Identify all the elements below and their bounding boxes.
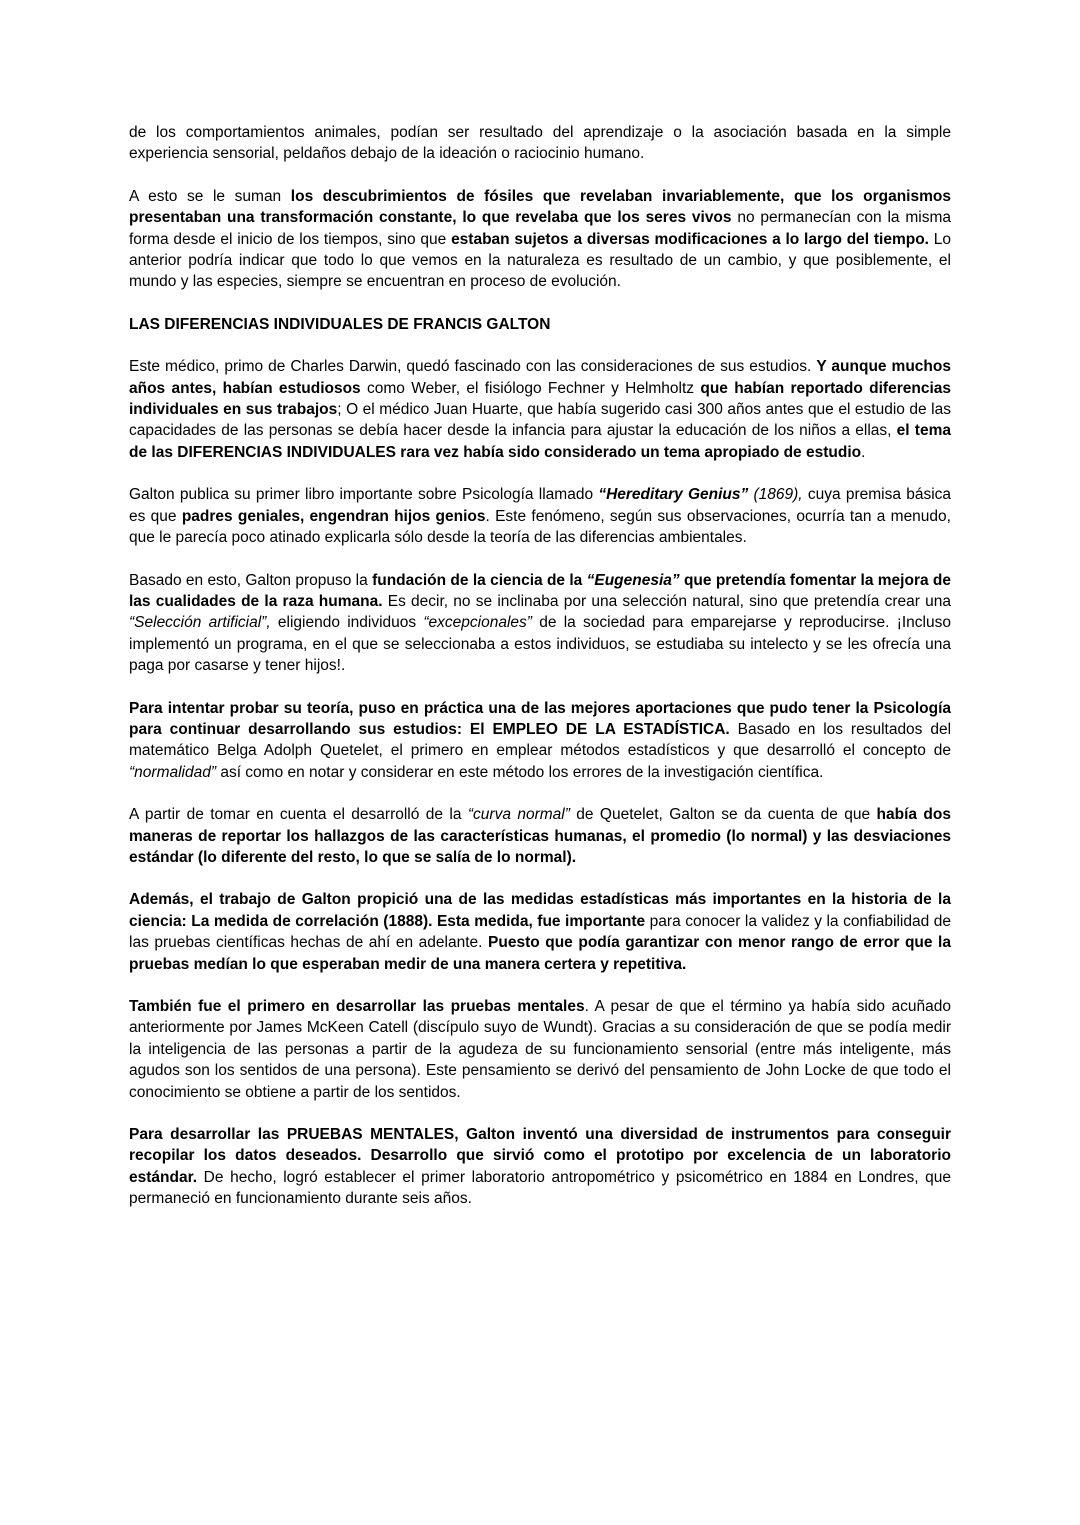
text-run: Basado en esto, Galton propuso la [129, 571, 373, 589]
text-run: no permanecían con la misma forma desde el inicio de los tiempos, sino que [129, 209, 956, 248]
text-run: Y aunque muchos años antes, habían estudiosos [129, 358, 956, 397]
text-run: ; O el médico Juan Huarte, que había sugerido casi 300 años antes que el estudio de las capacidades de las personas se debía hacer desde la infancia para ajustar la educación de los niños a ellas, [129, 401, 956, 440]
text-run: “Selección artificial”, [129, 614, 271, 632]
text-run: También fue el primero en desarrollar las pruebas mentales [129, 998, 585, 1015]
text-run: Para desarrollar las PRUEBAS MENTALES, Galton inventó una diversidad de instrumentos para conseguir recopilar los datos deseados. Desarrollo que sirvió como el prototipo por excelencia de un laboratorio estándar. [129, 1126, 956, 1186]
text-run: padres geniales, engendran hijos genios [181, 507, 486, 525]
text-run: (1869), [748, 486, 803, 504]
text-run: Además, el trabajo de Galton propició una de las medidas estadísticas más importantes en la historia de la ciencia: La medida de correlación (1888). Esta medida, fue importante [129, 891, 956, 930]
text-run: De hecho, logró establecer el primer laboratorio antropométrico y psicométrico en 1884 en Londres, que permaneció en funcionamiento durante seis años. [129, 1168, 956, 1208]
paragraph [129, 996, 956, 1103]
text-run: “Hereditary Genius” [598, 486, 749, 504]
text-run: “Eugenesia” [586, 571, 680, 589]
text-run: fundación de la ciencia de la [372, 571, 587, 589]
text-run: Galton publica su primer libro importante sobre Psicología llamado [129, 486, 599, 504]
text-run: . Este fenómeno, según sus observaciones, ocurría tan a menudo, que le parecía poco atinado explicarla sólo desde la teoría de las diferencias ambientales. [129, 507, 956, 547]
paragraph [129, 889, 956, 975]
paragraph [129, 698, 956, 784]
text-run: de los comportamientos animales, podían ser resultado del aprendizaje o la asociación basada en la simple experiencia sensorial, peldaños debajo de la ideación o raciocinio humano. [129, 124, 956, 163]
paragraph [129, 186, 956, 293]
text-run: que pretendía fomentar la mejora de las cualidades de la raza humana. [129, 571, 956, 610]
text-run: Basado en los resultados del matemático Belga Adolph Quetelet, el primero en emplear métodos estadísticos y que desarrolló el concepto de [129, 720, 956, 760]
text-run: de la sociedad para emparejarse y reproducirse. ¡Incluso implementó un programa, en el que se seleccionaba a estos individuos, se estudiaba su intelecto y se les ofrecía una paga por casarse y tener hijos!. [129, 614, 956, 675]
text-run: Es decir, no se inclinaba por una selección natural, sino que pretendía crear una [382, 592, 956, 610]
text-run: el tema de las DIFERENCIAS INDIVIDUALES rara vez había sido considerado un tema apropiado de estudio [129, 422, 956, 461]
text-run: LAS DIFERENCIAS INDIVIDUALES DE FRANCIS GALTON [129, 315, 551, 333]
text-run: cuya premisa básica es que [129, 486, 956, 525]
text-run: de Quetelet, Galton se da cuenta de que [569, 806, 877, 824]
paragraph [129, 356, 956, 463]
text-run: Este médico, primo de Charles Darwin, quedó fascinado con las consideraciones de sus estudios. [129, 358, 817, 376]
text-run: A esto se le suman [129, 187, 291, 205]
text-run: para conocer la validez y la confiabilidad de las pruebas científicas hechas de ahí en adelante. [129, 912, 956, 952]
text-run: los descubrimientos de fósiles que revelaban invariablemente, que los organismos presentaban una transformación constante, lo que revelaba que los seres vivos [129, 187, 956, 227]
paragraph [129, 122, 956, 165]
text-run: eligiendo individuos [270, 614, 424, 632]
document-body [129, 122, 956, 1231]
paragraph [129, 804, 956, 868]
text-run: estaban sujetos a diversas modificaciones a lo largo del tiempo. [451, 230, 929, 248]
text-run: había dos maneras de reportar los hallazgos de las características humanas, el promedio (lo normal) y las desviaciones estándar (lo diferente del resto, lo que se salía de lo normal). [129, 806, 956, 866]
text-run: “excepcionales” [423, 614, 532, 632]
text-run: . [861, 443, 866, 461]
text-run: “normalidad” [129, 763, 217, 781]
paragraph [129, 1124, 956, 1210]
text-run: . A pesar de que el término ya había sido acuñado anteriormente por James McKeen Catell (discípulo suyo de Wundt). Gracias a su consideración de que se podía medir la inteligencia de las personas a partir de la agudeza de su funcionamiento sensorial (entre más inteligente, más agudos son los sentidos de una persona). Este pensamiento se derivó del pensamiento de John Locke de que todo el conocimiento se obtiene a partir de los sentidos. [129, 998, 956, 1101]
text-run: Puesto que podía garantizar con menor rango de error que la pruebas medían lo que esperaban medir de una manera certera y repetitiva. [129, 934, 956, 973]
paragraph [129, 484, 956, 548]
text-run: Para intentar probar su teoría, puso en práctica una de las mejores aportaciones que pudo tener la Psicología para continuar desarrollando sus estudios: El EMPLEO DE LA ESTADÍSTICA. [129, 699, 956, 738]
section-heading [129, 314, 951, 335]
text-run: “curva normal” [467, 806, 570, 824]
paragraph [129, 570, 956, 677]
text-run: que habían reportado diferencias individuales en sus trabajos [129, 379, 956, 419]
text-run: Lo anterior podría indicar que todo lo que vemos en la naturaleza es resultado de un cambio, y que posiblemente, el mundo y las especies, siempre se encuentran en proceso de evolución. [129, 230, 956, 291]
text-run: como Weber, el fisiólogo Fechner y Helmholtz [360, 379, 701, 397]
text-run: A partir de tomar en cuenta el desarrolló de la [129, 806, 468, 824]
text-run: así como en notar y considerar en este método los errores de la investigación científica. [216, 763, 824, 781]
